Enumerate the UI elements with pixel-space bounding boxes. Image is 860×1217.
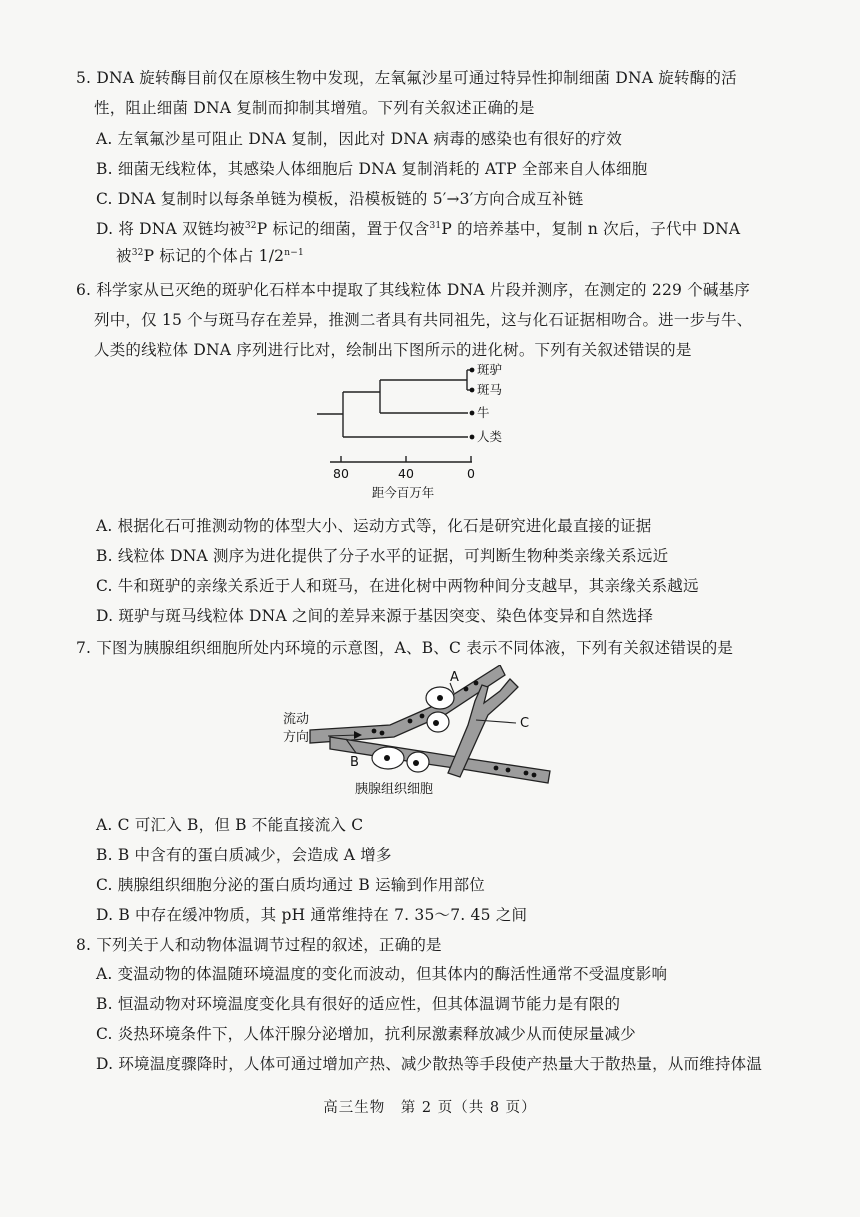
tree-leaf-dot: [470, 368, 475, 373]
q5-stem-line2: 性，阻止细菌 DNA 复制而抑制其增殖。下列有关叙述正确的是: [94, 99, 535, 117]
cell-nucleus: [413, 760, 419, 766]
q6-stem-line3: 人类的线粒体 DNA 序列进行比对，绘制出下图所示的进化树。下列有关叙述错误的是: [94, 341, 692, 359]
blood-cell-dot: [524, 771, 529, 776]
q7-option-a: A. C 可汇入 B，但 B 不能直接流入 C: [96, 816, 364, 834]
q6-option-a: A. 根据化石可推测动物的体型大小、运动方式等，化石是研究进化最直接的证据: [96, 517, 652, 535]
q5-option-d-line2: 被$^{32}$P 标记的个体占 $1/2^{n-1}$: [116, 247, 304, 265]
label-a: A: [450, 670, 459, 685]
q7-option-b: B. B 中含有的蛋白质减少，会造成 A 增多: [96, 846, 392, 864]
tree-label-human: 人类: [477, 429, 503, 444]
tree-leaf-dot: [470, 435, 475, 440]
blood-cell-dot: [372, 729, 377, 734]
tree-label-zebra: 斑马: [477, 382, 503, 397]
tree-leaf-dot: [470, 388, 475, 393]
tree-label-zebra-donkey: 斑驴: [477, 362, 503, 377]
q6-stem-line2: 列中，仅 15 个与斑马存在差异，推测二者具有共同祖先，这与化石证据相吻合。进一步与牛、: [94, 311, 753, 329]
q8-option-c: C. 炎热环境条件下，人体汗腺分泌增加，抗利尿激素释放减少从而使尿量减少: [96, 1025, 636, 1043]
tree-leaf-dot: [470, 411, 475, 416]
q6-option-d: D. 斑驴与斑马线粒体 DNA 之间的差异来源于基因突变、染色体变异和自然选择: [96, 607, 654, 625]
label-c: C: [520, 716, 530, 731]
q7-option-d: D. B 中存在缓冲物质，其 pH 通常维持在 7. 35～7. 45 之间: [96, 906, 528, 924]
blood-cell-dot: [532, 773, 537, 778]
blood-cell-dot: [380, 731, 385, 736]
tree-label-cattle: 牛: [477, 405, 490, 420]
blood-vessel-lower: [330, 737, 550, 783]
tissue-fluid-diagram: [270, 665, 570, 800]
q6-option-b: B. 线粒体 DNA 测序为进化提供了分子水平的证据，可判断生物种类亲缘关系远近: [96, 547, 669, 565]
q5-option-c: C. DNA 复制时以每条单链为模板，沿模板链的 5′→3′方向合成互补链: [96, 190, 584, 208]
blood-cell-dot: [464, 687, 469, 692]
q5-stem-line1: 5. DNA 旋转酶目前仅在原核生物中发现，左氧氟沙星可通过特异性抑制细菌 DNA 旋转酶的活: [76, 69, 737, 87]
q6-stem-line1: 6. 科学家从已灭绝的斑驴化石样本中提取了其线粒体 DNA 片段并测序，在测定的 229 个碱基序: [76, 281, 750, 299]
q7-stem: 7. 下图为胰腺组织细胞所处内环境的示意图，A、B、C 表示不同体液，下列有关叙述错误的是: [76, 639, 734, 657]
cell-nucleus: [433, 720, 439, 726]
label-b: B: [350, 755, 359, 770]
evolution-tree: [300, 356, 560, 506]
blood-cell-dot: [506, 768, 511, 773]
blood-cell-dot: [474, 681, 479, 686]
tree-tick-40: 40: [398, 466, 414, 481]
q8-option-a: A. 变温动物的体温随环境温度的变化而波动，但其体内的酶活性通常不受温度影响: [96, 965, 668, 983]
tree-axis-label: 距今百万年: [371, 485, 435, 500]
q5-option-a: A. 左氧氟沙星可阻止 DNA 复制，因此对 DNA 病毒的感染也有很好的疗效: [96, 130, 622, 148]
q8-option-d: D. 环境温度骤降时，人体可通过增加产热、减少散热等手段使产热量大于散热量，从而维持体温: [96, 1055, 763, 1073]
blood-cell-dot: [420, 714, 425, 719]
q5-option-d: D. 将 DNA 双链均被$^{32}$P 标记的细菌，置于仅含$^{31}$P 的培养基中，复制 n 次后，子代中 DNA: [96, 220, 741, 238]
tree-tick-80: 80: [333, 466, 349, 481]
q8-option-b: B. 恒温动物对环境温度变化具有很好的适应性，但其体温调节能力是有限的: [96, 995, 621, 1013]
q8-stem: 8. 下列关于人和动物体温调节过程的叙述，正确的是: [76, 936, 442, 954]
q6-option-c: C. 牛和斑驴的亲缘关系近于人和斑马，在进化树中两物种间分支越早，其亲缘关系越远: [96, 577, 699, 595]
flow-label-line2: 方向: [283, 730, 310, 745]
q5-option-b: B. 细菌无线粒体，其感染人体细胞后 DNA 复制消耗的 ATP 全部来自人体细胞: [96, 160, 648, 178]
cell-nucleus: [384, 755, 390, 761]
diagram-caption: 胰腺组织细胞: [355, 782, 434, 797]
blood-cell-dot: [408, 719, 413, 724]
tree-tick-0: 0: [467, 466, 475, 481]
q7-option-c: C. 胰腺组织细胞分泌的蛋白质均通过 B 运输到作用部位: [96, 876, 486, 894]
page-footer: 高三生物 第 2 页（共 8 页）: [323, 1100, 537, 1116]
flow-label-line1: 流动: [283, 712, 310, 727]
cell-nucleus: [437, 695, 443, 701]
blood-cell-dot: [494, 766, 499, 771]
